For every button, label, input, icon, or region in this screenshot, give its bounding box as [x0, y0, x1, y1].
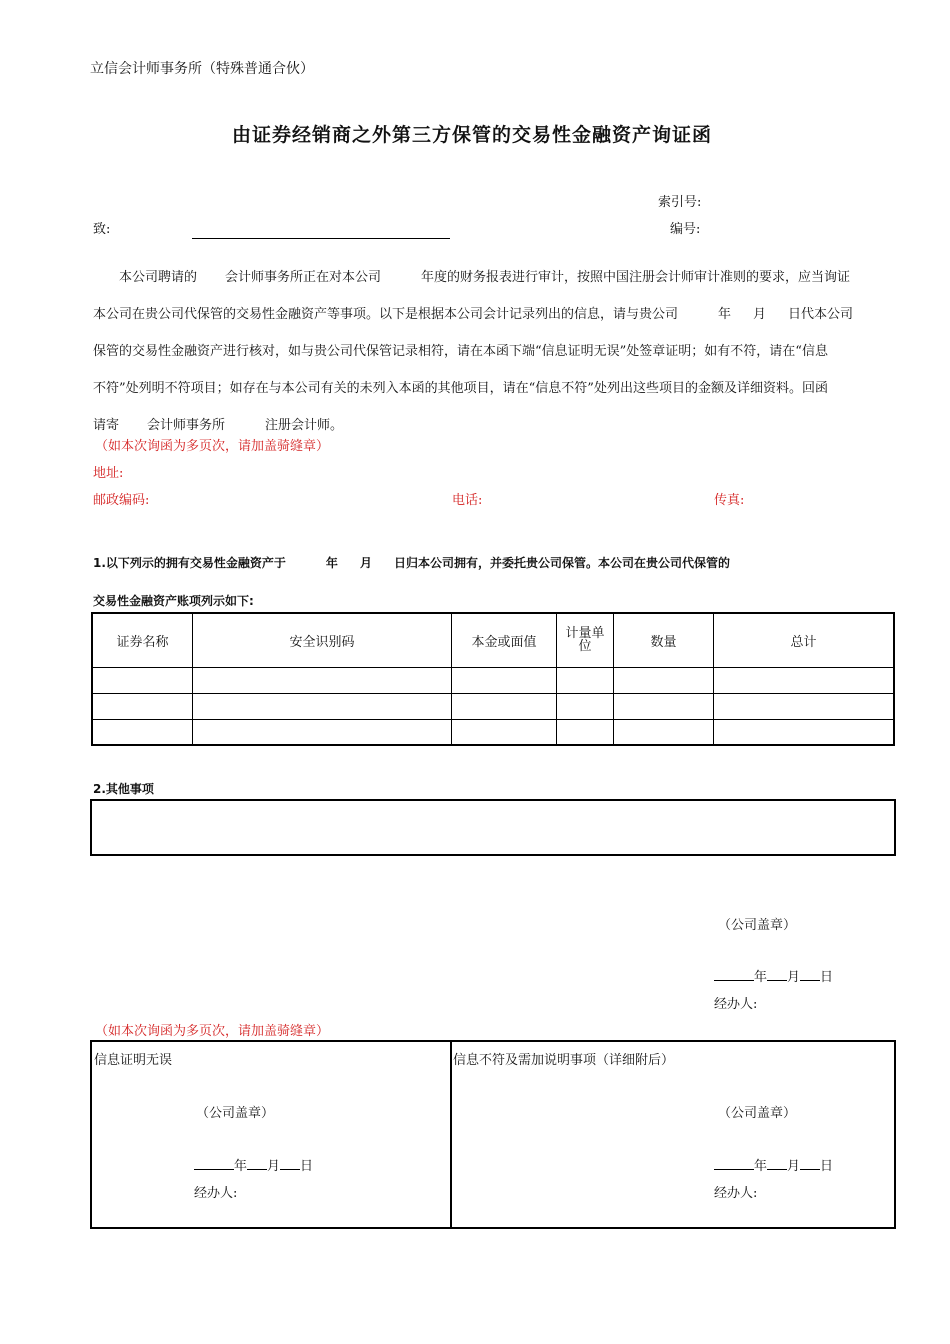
firm-name: 立信会计师事务所（特殊普通合伙） — [90, 61, 314, 77]
table-row — [92, 667, 894, 693]
body-line-5: 请寄 会计师事务所 注册会计师。 — [93, 418, 344, 433]
fax-label: 传真: — [714, 493, 745, 508]
col-quantity: 数量 — [614, 613, 714, 667]
section1-intro-2: 交易性金融资产账项列示如下: — [93, 594, 254, 608]
body-line-2: 本公司在贵公司代保管的交易性金融资产等事项。以下是根据本公司会计记录列出的信息，请与贵公司 年 月 日代本公司 — [93, 307, 854, 322]
right-date: 年 月 日 — [714, 1155, 833, 1174]
multi-page-note-2: （如本次询函为多页次，请加盖骑缝章） — [95, 1024, 330, 1039]
table-header-row — [92, 613, 894, 667]
to-label: 致: — [93, 222, 111, 237]
section2-title: 2.其他事项 — [93, 782, 154, 796]
right-seal: （公司盖章） — [718, 1106, 797, 1121]
body-line-1: 本公司聘请的 会计师事务所正在对本公司 年度的财务报表进行审计，按照中国注册会计师审计准则的要求，应当询证 — [119, 270, 851, 285]
postcode-label: 邮政编码: — [93, 493, 150, 508]
col-total: 总计 — [714, 613, 895, 667]
company-seal: （公司盖章） — [718, 918, 797, 933]
left-seal: （公司盖章） — [196, 1106, 275, 1121]
multi-page-note: （如本次询函为多页次，请加盖骑缝章） — [95, 439, 330, 454]
col-unit: 计量单位 — [557, 613, 614, 667]
phone-label: 电话: — [452, 493, 483, 508]
table-row — [92, 719, 894, 745]
col-principal: 本金或面值 — [452, 613, 557, 667]
left-date: 年 月 日 — [194, 1155, 313, 1174]
other-matters-box[interactable] — [90, 799, 896, 856]
info-correct-title: 信息证明无误 — [94, 1053, 173, 1068]
recipient-field[interactable] — [192, 224, 450, 239]
assets-table — [91, 612, 895, 746]
handler-label: 经办人: — [714, 997, 758, 1012]
confirmation-divider — [450, 1042, 452, 1227]
body-line-3: 保管的交易性金融资产进行核对，如与贵公司代保管记录相符，请在本函下端“信息证明无误”处签章证明；如有不符，请在“信息 — [93, 344, 828, 359]
index-label: 索引号: — [658, 195, 702, 210]
table-row — [92, 693, 894, 719]
address-label: 地址: — [93, 466, 124, 481]
info-mismatch-title: 信息不符及需加说明事项（详细附后） — [453, 1053, 675, 1068]
page-title: 由证券经销商之外第三方保管的交易性金融资产询证函 — [232, 124, 713, 146]
right-handler: 经办人: — [714, 1186, 758, 1201]
col-security-id: 安全识别码 — [193, 613, 452, 667]
sign-date: 年 月 日 — [714, 966, 833, 985]
body-line-4: 不符”处列明不符项目；如存在与本公司有关的未列入本函的其他项目，请在“信息不符”处列出这些项目的金额及详细资料。回函 — [93, 381, 828, 396]
section1-intro: 1.以下列示的拥有交易性金融资产于 年 月 日归本公司拥有，并委托贵公司保管。本公司在贵公司代保管的 — [93, 556, 730, 570]
left-handler: 经办人: — [194, 1186, 238, 1201]
number-label: 编号: — [670, 222, 701, 237]
col-security-name: 证券名称 — [92, 613, 193, 667]
confirmation-box — [90, 1040, 896, 1229]
